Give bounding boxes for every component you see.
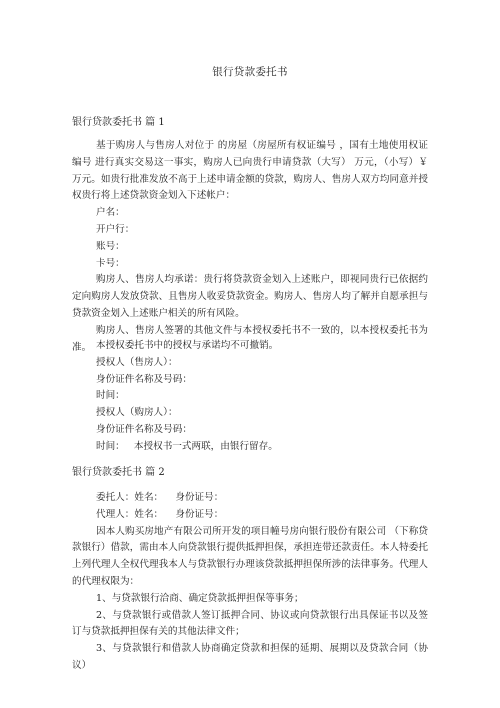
document-title: 银行贷款委托书 — [212, 66, 288, 78]
grantor-buyer-field: 授权人（购房人）： — [96, 407, 178, 419]
section-1-paragraph-2: 购房人、售房人均承诺：贵行将贷款资金划入上述账户，即视同贵行已依据约定向购房人发放贷款、且售房人收妥贷款资金。购房人、售房人均了解并自愿承担与贷款资金划入上述账户相关的所有风险。 — [72, 274, 428, 319]
authority-item-3: 3、与贷款银行和借款人协商确定贷款和担保的延期、展期以及贷款合同（协议） — [72, 643, 428, 671]
grantor-seller-field: 授权人（售房人）： — [96, 356, 178, 368]
buyer-id-field: 身份证件名称及号码： — [96, 423, 192, 435]
section-1-body — [72, 138, 428, 356]
account-number-field: 账号： — [96, 240, 125, 252]
section-2-body — [72, 490, 428, 675]
section-2 — [72, 463, 428, 478]
seller-id-field: 身份证件名称及号码： — [96, 373, 192, 385]
section-1 — [72, 113, 428, 128]
agent-field: 代理人：姓名： 身份证号： — [96, 508, 224, 520]
authority-item-1: 1、与贷款银行洽商、确定贷款抵押担保等事务； — [96, 592, 304, 604]
seller-time-field: 时间： — [96, 390, 125, 402]
section-1-paragraph-3: 购房人、售房人签署的其他文件与本授权委托书不一致的，以本授权委托书为准。 — [72, 324, 428, 353]
buyer-time-field: 时间： 本授权书一式两联，由银行留存。 — [96, 440, 278, 452]
section-1-signatures — [72, 338, 428, 456]
section-1-paragraph-4: 本授权委托书中的授权与承诺均不可撤销。 — [96, 340, 279, 351]
principal-field: 委托人：姓名： 身份证号： — [96, 492, 224, 503]
card-number-field: 卡号： — [96, 257, 125, 269]
section-1-heading: 银行贷款委托书 篇 1 — [72, 117, 165, 128]
account-name-field: 户名： — [96, 207, 125, 219]
section-2-heading: 银行贷款委托书 篇 2 — [72, 467, 165, 478]
section-1-paragraph-1: 基于购房人与售房人对位于 的房屋（房屋所有权证编号 ，国有土地使用权证编号 进行真实交易这一事实，购房人已向贵行申请贷款（大写） 万元，（小写）￥ 万元。如贵行批准发放不高于上述申请金额的贷款，购房人、售房人双方均同意并授权贵行将上述贷款资金划入下述帐户： — [72, 140, 428, 202]
authority-item-2: 2、与贷款银行或借款人签订抵押合同、协议或向贷款银行出具保证书以及签订与贷款抵押担保有关的其他法律文件； — [72, 609, 428, 638]
section-2-paragraph-1: 因本人购买房地产有限公司所开发的项目幢号房向银行股份有限公司 （下称贷款银行）借款，需由本人向贷款银行提供抵押担保，承担连带还款责任。本人特委托上列代理人全权代理我本人与贷款银行办理该贷款抵押担保所涉的法律事务。代理人的代理权限为： — [72, 525, 428, 587]
bank-field: 开户行： — [96, 223, 135, 235]
